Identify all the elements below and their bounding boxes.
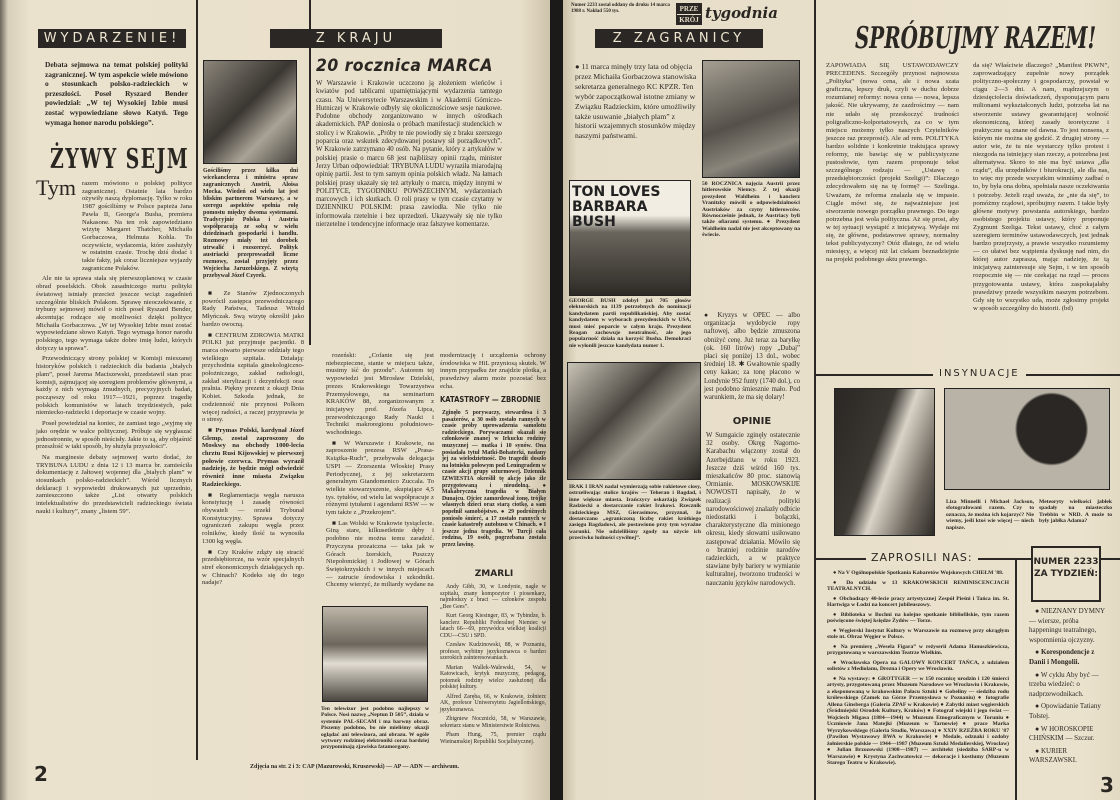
sprobujmy-column-2: da się? Właściwie dlaczego? „Manifest PKWN”, zaprowadzający zupełnie nowy porządek polityczno-społeczny i gospodarczy, powstał w ciągu 2—3 dni. A nam, mądrzejszym o dziesięciolecia doświadczeń, dysponującym paru milionami wykształconych ludzi, potrzeba lat na stworzenie ustawy gwarantującej wolność ekonomiczną, której zasady teoretyczne i praktyczne są znane od dawna. To jest nonsens, z którym nie można się godzić. Z drugiej strony — autor wie, że tu nie wystarczy tylko protest i niezgoda na istniejący stan rzeczy, a potrzebna jest alternatywa. Skoro to nie ma być ustawa „dla rządu”, dla urzędników i biurokracji, ale dla nas, to więc my przede wszystkim winniśmy zadbać o to, by była ona dobra, spełniała nasze oczekiwania i potrzeby. Jeżeli rząd uważa, że „nie da się”, to pomóżmy rządowi, spróbujmy razem. I takie były główne motywy powstania autorskiego, bardzo osobistego projektu ustawy, który proponuje Zygmunt Szeliga. Tekst ustawy, choć z całym szeregiem terminów ustawodawczych, jest jednak bardzo przejrzysty, a prawie wszystko rozumiemy — co ułatwi bez wątpienia dyskusję nad nim, do której autor zaprasza, mając nadzieję, że tą inicjatywą zainteresuje się Sejm, i w ten sposób rozpocznie się — nie czekając na rząd — proces przygotowania ustawy, która zaspokajałaby prawdziwy przede wszystkim naszym potrzebom. Gdy się to wszystko uda, może zgłosimy projekt w sposób szczególny do historii. (bd) <box>973 62 1109 312</box>
list-item: ● Korespondencje z Danii i Mongolii. <box>1029 648 1095 666</box>
paragraph: Ale nie ta sprawa stała się pierwszoplanową w czasie obrad poselskich. Obok zasadniczego nurtu polityki światowej istniały przecież jeszcze wciąż zagadnień szczególnie bliskich Polakom. Sprawę nieoczekiwanie, z trybuny sejmowej mówił o nich poseł Ryszard Bender, akcentując rodzące się możliwości dzięki polityce Michaiła Gorbaczowa. „W tej Wysokiej Izbie musi zostać wypowiedziane słowo Katyń. Tego wymaga honor narodu polskiego, tego wymaga także dobre imię ludzi, których dotyczy ta sprawa”. <box>36 275 192 352</box>
paragraph: ■ Czy Kraków zdąży się stracić przedsiębiorcze, na wzór specjalnych stref ekonomicznych działających np. w Chinach? Kodeks się do tego nadaje? <box>202 548 304 587</box>
paragraph: rozeński: „Cofanie się jest niebezpieczne, stanie w miejscu także, musimy iść do przodu”. Autorem tej wypowiedzi jest Mirosław Dzielski, prezes Krakowskiego Towarzystwa Przemysłowego, na seminarium KRAKÓW 88, zorganizowanym z inicjatywy prof. Józefa Lipca, przewodniczącego Rady Nauki i Techniki makroregionu południowo-wschodniego. <box>326 352 434 437</box>
rally-sign: TON LOVES BARBARA BUSH <box>572 184 661 230</box>
z-zagranicy-lead: ● 11 marca minęły trzy lata od objęcia przez Michaiła Gorbaczowa stanowiska sekretarza generalnego KC KPZR. Ten wybór zapoczątkował istotne zmiany w Związku Radzieckim, które umożliwiły także usuwanie „białych plam” z historii wzajemnych stosunków między naszymi państwami. <box>575 62 697 141</box>
iraq-caption: IRAK I IRAN nadal wymierzają sobie rakietowe ciosy, ostrzeliwując stolice krajów — Teheran i Bagdad, i inne większe miasta. Irańczycy oskarżają Związek Radziecki o dostarczanie rakiet Irakowi. Rzecznik radzieckiego MSZ, Gierasimow, przyznał, że dostarczano „ograniczoną liczbę rakiet krótkiego zasięgu Bagdadowi, ale postawiono przy tym wyraźne warunki. Nie udzieliliśmy zgody na użycie ich przeciwko ludności cywilnej”. <box>569 484 701 542</box>
list-item: Zbigniew Nocznicki, 58, w Warszawie, sekretarz stanu w Ministerstwie Rolnictwa. <box>440 716 546 729</box>
print-info: Numer 2233 został oddany do druku 14 marca 1988 r. Nakład 550 tys. <box>571 3 670 14</box>
zywy-sejm-body <box>36 175 192 758</box>
zaprosili-list <box>827 570 1009 780</box>
list-item: ● W cyklu Aby być — trzeba wiedzieć: o nadprzewodnikach. <box>1029 670 1099 698</box>
list-item: ● Na V Ogólnopolskie Spotkania Kabaretów Wojskowych CHEŁM '88. <box>833 570 1004 576</box>
z-kraju-column-3: modernizację i urządzenia ochrony środowiska w HiL przyniosą skutek. W innym przypadku żer znajdzie plotka, a prawdziwy alarm może pozostać bez echa. <box>440 352 546 390</box>
tv-caption: Ten telewizor jest podobno najlepszy w Polsce. Nosi nazwę „Neptun D 505”, działa w systemie PAL-SECAM i ma barwny obraz. Piszemy podobno, bo nie mieliśmy okazji oglądać ani telewizora, ani obrazu. W ogóle wytwory rodzimej elektroniki coraz bardziej przypominają zjawiska fatamorgany. <box>321 706 429 751</box>
list-item: ● Wrocławska Opera na GALOWY KONCERT TAŃCA, z udziałem solistów z Mediolanu, Drezna i Opery we Wrocławiu. <box>827 659 1009 672</box>
photo-meteorite-apples <box>944 388 1110 490</box>
photo-television <box>322 606 428 702</box>
section-header-z-zagranicy: Z ZAGRANICY <box>595 29 763 48</box>
article-title-marca: 20 rocznica MARCA <box>316 56 493 76</box>
section-header-insynuacje: INSYNUACJE <box>933 367 1026 380</box>
page-number: 2 <box>34 762 48 786</box>
drop-word: Tym <box>36 175 77 200</box>
page-number: 3 <box>1100 773 1114 797</box>
list-item: ● W HOROSKOPIE CHIŃSKIM — Szczur. <box>1029 724 1095 743</box>
heading-opinie: OPINIE <box>732 416 772 427</box>
meteorite-caption: Meteoryty wielkości jabłek spadały na miasteczko Trebbin w NRD. A może to były jabłka Adama? <box>1039 499 1112 525</box>
list-item: Pham Hung, 75, premier rządu Wietnamskiej Republiki Socjalistycznej. <box>440 732 546 745</box>
z-kraju-column-2 <box>326 352 434 589</box>
section-header-wydarzenie: WYDARZENIE! <box>38 29 186 48</box>
wydarzenie-lead: Debata sejmowa na temat polskiej polityki zagranicznej. W tym aspekcie wiele mówiono o stosunkach polsko-radzieckich w przeszłości. Poseł Ryszard Bender powiedział: „W tej Wysokiej Izbie musi zostać wypowiedziane słowo Katyń. Tego wymaga honor narodu polskiego”. <box>45 60 188 127</box>
photo-minnelli-jackson <box>834 388 935 536</box>
przekroj-logo: PRZE KRÓJ <box>676 3 702 25</box>
paragraph: ■ Reglamentacja węgla narusza konstytucję i zasadę równości obywateli — orzekł Trybunał Konstytucyjny. Sprawa dotyczy ograniczeń zakupu węgla przez rolników, kiedy ilość ta wynosiła 1300 kg węgla. <box>202 491 304 545</box>
heading-katastrofy: KATASTROFY — ZBRODNIE <box>440 395 541 404</box>
paragraph: ■ Las Wolski w Krakowie tysiąclecie. Giną stare, kilkusetletnie dęby i podobno nie można temu zaradzić. Przyczyna prozaiczna — taka jak w Górach Izerskich, Puszczy Niepołomickiej i Jodłowej w Górach Świętokrzyskich i w innych miejscach — zatrucie środowiska i szkodniki. Chcemy wierzyć, że miliardy wydane na <box>326 519 434 589</box>
photo-austria-anniversary <box>702 60 800 178</box>
paragraph: Poseł powiedział na koniec, że zamiast tego „wyjmę się jako orędzie w walce politycznej. Próbuje się wygłaszać jednostronnie, w sposób nieścisły. Jakie to są, aby objaśnić przeszłość w taki sposób, by służyła przyszłości”. <box>36 420 192 451</box>
article-title-sprobujmy-razem: SPRÓBUJMY RAZEM! <box>855 21 1097 56</box>
austria-caption: 50 ROCZNICA najęcia Austrii przez hitlerowskie Niemcy. Z tej okazji prezydent Waldheim i kanclerz Vranitzky mówili o odpowiedzialności Austriaków za czyny hitlerowców. Równocześnie jednak, że Austriacy byli także ofiarami systemu. ● Prezydent Waldheim nadal nie jest akceptowany na świecie. <box>702 181 800 239</box>
section-header-zaprosili-nas: ZAPROSILI NAS: <box>866 551 978 565</box>
list-item: ● Na wystawy: ● GROTTGER — w 150 rocznicę urodzin i 120 śmierci artysty, przygotowaną przez Muzeum Narodowe we Wrocławiu i Krakowie, a eksponowaną w krakowskim Pałacu Sztuki ● Gobeliny — siedziba rodu królewskiego (Zamek na Górze Przemysława w Poznaniu) ● fotografie Allena Ginsberga (Galeria ZPAF w Krakowie) ● Zabytki miast węgierskich (Śródmiejski Ośrodek Kultury, Kraków) ● Fotograf wiejski i jego świat — Wojciech Migasa (1884—1944) w Muzeum Etnograficznym w Toruniu ● Uczniowie Jana Matejki (Muzeum w Tarnowie) ● prace Marka Wyrzykowskiego (Galeria Studio, Warszawa) ● XXIV RZEŹBA ROKU '87 (Pawilon Wystawowy BWA w Krakowie) ● Medale, odznaki i ozdoby żołnierskie polskie — 1944—1987 (Muzeum Sztuki Medalierskiej, Wrocław) ● Julian Brzozowski (1908—1987) — architekt (siedziba SARP-u w Warszawie) ● Krystyna Zachwatowicz — dekoracje i kostiumy (Muzeum Starego Teatru w Krakowie). <box>827 675 1009 766</box>
photo-mock-meeting <box>203 60 297 164</box>
paragraph: razem mówiono o polskiej polityce zagranicznej. Ostatnie lata bardzo ożywiły naszą dyplomację. Tylko w roku 1987 gościliśmy w Polsce papieża Jana Pawła II, George'a Busha, premiera Nakasone. Na ten rok zapowiedziano wizytę Margaret Thatcher, Michaiła Gorbaczowa, Helmuta Kohla. To oczywiście, wydarzenia, które zasłużyły w ostatnim czasie. Trochę dziś dodać i takie fakty, jak coraz liczniejsze wyjazdy zagraniczne Polaków. <box>82 180 192 272</box>
marca-body: W Warszawie i Krakowie uczczono ją złożeniem wieńców i kwiatów pod tablicami upamiętniającymi wydarzenia tamtego czasu. Na Uniwersytecie Warszawskim i w Akademii Górniczo-Hutniczej w Krakowie odbyły się okolicznościowe sesje naukowe. Podobne obchody zorganizowano w innych ośrodkach akademickich. PAP doniosła o próbach manifestacji studenckich w stolicy i w Krakowie. „Próby te nie powiodły się z braku szerszego poparcia oraz wskutek zdecydowanej postawy sił porządkowych”. W Krakowie zatrzymano 40 osób. Na pytanie, który z artykułów w polskiej prasie o marcu 68 jest najbliższy opinii rządu, minister Jerzy Urban odpowiedział: TRYBUNA LUDU wyraziła miarodajną opinię partii. Jest to tym samym opinia polskich władz. Na łamach polskiej prasy ukazały się też artykuły o marcu, między innymi w POLITYCE, TYGODNIKU POWSZECHNYM, wydarzeniach marcowych i ich skutkach. O roli prasy w tym czasie czytamy w DZIENNIKU POLSKIM: prasa zawiodła. Nie tylko nie informowała rzetelnie i bez uprzedzeń. Ukazywały się nie tylko nierzetelne i tendencyjne informacje oraz fałszywe komentarze. <box>316 80 502 229</box>
paragraph: ■ Ze Stanów Zjednoczonych powrócił zastępca przewodniczącego Rady Państwa, Tadeusz Witold Młyńczak. Swą wizytę określił jako bardzo owocną. <box>202 290 304 328</box>
heading-zmarli: ZMARLI <box>474 569 514 579</box>
column-rule <box>196 0 198 760</box>
photo-bush-rally <box>569 180 691 296</box>
next-issue-list <box>1029 607 1109 769</box>
list-item: ● Na premierę „Wesela Figara” w reżyserii Adama Hanuszkiewicza, przygotowaną w warszawskim Teatrze Wielkim. <box>827 643 1009 656</box>
katastrofy-body: Zginęło 5 porywaczy, stewardesa i 3 pasażerów, a 30 osób zostało rannych w czasie próby uprowadzenia samolotu radzieckiego. Porywaczami okazali się członkowie znanej w Irkucku rodziny muzycznej — matka i 10 synów. Ona posiadała tytuł Matki-Bohaterki, nadany jej za wielodzietność. Do tragedii doszło na lotnisku polowym pod Leningradem w czasie akcji grupy szturmowej. Dziennik IZWIESTIA określił tę akcję jako źle przygotowaną i nieudolną. ● Makabryczna tragedia w Białym Dunajcu. Ojciec zamordował żonę, trójkę własnych dzieci oraz starą ciotkę, a sam popełnił samobójstwo. ● 29 podróżnych poniosło śmierć, a 17 zostało rannych w czasie katastrofy autobusu w Chinach. ● I jeszcze jedna tragedia. W Turcji cała rodzina, 19 osób, pogrzebana została przez lawinę. <box>442 410 546 548</box>
zmarli-list <box>440 584 546 759</box>
list-item: ● Węgierski Instytut Kultury w Warszawie na rozmowę przy okrągłym stole nt. Obraz Węgier w Polsce. <box>827 627 1009 640</box>
right-page <box>563 0 1120 800</box>
list-item: ● Do udziału w 13 KRAKOWSKICH REMINISCENCJACH TEATRALNYCH. <box>827 579 1009 592</box>
list-item: Kurt Georg Kiesinger, 83, w Tybindze, b. kanclerz Republiki Federalnej Niemiec w latach 66—69, przywódca wielkiej koalicji CDU—CSU i SPD. <box>440 613 546 639</box>
article-title-zywy-sejm: ŻYWY SEJM <box>50 144 190 175</box>
paragraph: ■ W Warszawie i Krakowie, na zaproszenie prezesa RSW „Prasa-Książka-Ruch”, przebywała delegacja USPI — Zrzeszenia Włoskiej Prasy Periodycznej, z jej sekretarzem generalnym Giandomenico Zuccala. To wielkie stowarzyszenie, skupiające 4,5 tys. tytułów, od wielu lat współpracuje z różnymi tytułami i agendami RSW — w tym także z „Przekrojem”. <box>326 439 434 517</box>
column-rule <box>814 0 816 800</box>
list-item: Alfred Zaręba, 66, w Krakowie, żołnierz AK, profesor Uniwersytetu Jagiellońskiego, językoznawca. <box>440 693 546 713</box>
tygodnia-logo-text: tygodnia <box>705 4 778 22</box>
list-item: Andy Gibb, 30, w Londynie, nagle w szpitalu, znany kompozytor i piosenkarz, najmłodszy z braci — członków zespołu „Bee Gees”. <box>440 584 546 610</box>
photo-iraq-iran <box>567 362 701 480</box>
column-rule <box>309 0 311 345</box>
bush-caption: GEORGE BUSH zdobył już 705 głosów elektorskich na 1139 potrzebnych do nominacji kandydatem partii republikańskiej. Aby zostać kandydatem w wyborach prezydenckich w USA, musi mieć poparcie w całym kraju. Prezydent Reagan zachowuje neutralność, ale jego popularność działa na korzyść Busha. Demokraci nie wyłonili jeszcze kandydata numer 1. <box>569 298 691 349</box>
opinie-body: W Sumgaicie zginęły ostatecznie 32 osoby. Okręg Nagorno-Karabachu włączony został do Azerbejdżanu w roku 1923. Jeszcze dziś wśród 160 tys. mieszkańców 80 proc. stanowią Ormianie. MOSKOWSKIJE NOWOSTI napisały, że w realizacji polityki narodowościowej znalazły odbicie niedostatki i bolączki, charakterystyczne dla minionego okresu, kiedy słowami usiłowano zastępować działania. Mówiło się o bratniej rodzinie narodów radzieckich, a w praktyce stawiane były bariery w wymianie kulturalnej, tworzono trudności w nauczaniu języków narodowych. <box>706 432 800 587</box>
z-zagranicy-column-2: ● Kryzys w OPEC — albo organizacja wydobycie ropy naftowej, albo będzie zmuszona obniżyć cenę. Już teraz za baryłkę (ok. 160 litrów) ropy „Dubaj” płaci się poniżej 13 dol., wobec średniej 18. ✱ Gwałtownie spadły ceny kakao; za tonę płacono w Londynie 952 funty (1740 dol.), co jest podobno śmiesznie mało. Pod warunkiem, że ma się dolary! <box>704 312 800 402</box>
paragraph: Na marginesie debaty sejmowej warto dodać, że TRYBUNA LUDU z dnia 12 i 13 marca br. zamieściła dokumentację z Jałtowej wojennej dla „białych plam” w stosunkach polsko-radzieckich”. Wśród licznych deklaracji i wypowiedzi drukowanych już uprzednio, zamieszczono także „List otwarty polskich intelektualistów do przedstawicieli radzieckiego świata nauki i kultury”, znany „listem 59”. <box>36 453 192 515</box>
photo-credits: Zdjęcia na str. 2 i 3: CAP (Mazurowski, Kruszewski) — AP — ADN — archiwum. <box>250 764 460 770</box>
list-item: Marian Wallek-Walewski, 54, w Katowicach, krytyk muzyczny, pedagog, potomek rodziny wielce zasłużonej dla polskiej kultury. <box>440 664 546 690</box>
paragraph: Przewodniczący strony polskiej w Komisji mieszanej historyków polskich i radzieckich dla badania „białych plam”, poseł Jarema Maciszewski, przedstawił stan prac komisji, zajmującej się szeregiem problemów głównymi, a każdy z nich wymaga żmudnych, precyzyjnych badań, począwszy od roku 1917—1921, poprzez tragedię polskich komunistów w latach trzydziestych, pakt niemiecko-radziecki i deportacje w czasie wojny. <box>36 355 192 417</box>
list-item: ● Obchodzący 40-lecie pracy artystycznej Zespół Pieśni i Tańca im. St. Hartwiga w Łodzi na koncert jubileuszowy. <box>827 595 1009 608</box>
z-kraju-column-1 <box>202 290 304 758</box>
list-item: ● Biblioteka w Bochni na kolejne spotkanie bibliofilskie, tym razem poświęcone świętej księdze Żydów — Torze. <box>827 611 1009 624</box>
column-rule <box>1015 558 1017 800</box>
list-item: ● Opowiadanie Tatiany Tołstej. <box>1029 702 1101 720</box>
photo-caption: Gościliśmy przez kilka dni wicekanclerza i ministra spraw zagranicznych Austrii, Aloisa Mocka. Wiedeń od wielu lat jest bliskim partnerem Warszawy, a w szeregu aspektów spełnia rolę pomostu między dwoma systemami. Tradycyjnie Polska i Austria współpracują ze sobą w wielu dziedzinach gospodarki i handlu. Rozmowy miały też dorobek utrwalić i rozszerzyć. Polityk austriacki przeprowadził liczne rozmowy, został przyjęty przez Wojciecha Jaruzelskiego. Z wizytą przebywał Józef Czyrek. <box>203 168 298 279</box>
left-page <box>0 0 550 800</box>
next-issue-box: NUMER 2233 ZA TYDZIEŃ: <box>1031 546 1101 602</box>
list-item: Czesław Kudzinowski, 88, w Poznaniu, profesor, wybitny językoznawca o bardzo szerokich zainteresowaniach. <box>440 642 546 661</box>
minnelli-caption: Liza Minnelli i Michael Jackson, sfotografowani razem. Czy to oznacza, że można ich kojarzyć? Nie wiemy, jeśli ktoś wie więcej — niech napisze. <box>946 499 1034 531</box>
paragraph: ■ Prymas Polski, kardynał Józef Glemp, został zaproszony do Moskwy na obchody 1000-lecia chrztu Rusi Kijowskiej w pierwszej połowie czerwca. Prymas wyraził nadzieję, że będzie mógł odwiedzić również inne miasta Związku Radzieckiego. <box>202 426 304 488</box>
paragraph: ■ CENTRUM ZDROWIA MATKI POLKI już przyjmuje pacjentki. 8 marca otwarto pierwsze oddziały tego wielkiego szpitala. Działają: przychodnia szpitala ginekologiczno-położniczego, zakład radiologii, zakład sterylizacji i dezynfekcji oraz pralnia. Piękny prezent z okazji Dnia Kobiet. Szkoda jednak, że codzienność nie przynosi Polkom więcej radości, a raczej przyprawia je o stresy. <box>202 331 304 424</box>
sprobujmy-column-1: ZAPOWIADA SIĘ USTAWODAWCZY PRECEDENS. Szczegóły przynosi najnowsza „Polityka” (nowa cena, ale i nowa szata graficzna, lepszy druk, czyli w duchu dobrze rozumianej reformy: nowa cena — nowa, lepsza jakość. Nie ukrywamy, że zazdrościmy — nam nie udało się przeskoczyć trudności poligraficzno-kolportażowych, za co w tym miejscu możemy tylko naszych Czytelników jeszcze raz przeprosić). Ale ad rem. POLITYKA bardzo solidnie i konkretnie traktująca sprawy reformy, nie bawiąc się w publicystyczne pustosłowie, tym razem proponuje tekst szczególnego rodzaju — „Ustawę o przedsiębiorczości (projekt Szeligi)”: Dlaczego zdecydowałem się na tę formę? — Szelinga. Uważam, że reforma znalazła się w impasie. Ciągle mówi się, że najważniejsze jest stworzenie nowego porządku prawnego. Do tego potrzebna jest wola polityczna. Aż się prosi, aby w tej sytuacji wystąpić z inicjatywą. Wydaje mi się, że główne, podstawowe sprawy, normalny tekst publicystyczny? Otóż dlatego, że od wielu miesięcy, a więcej niż lat ciekam beznadziejnie na projekt podobnego aktu prawnego. <box>826 62 959 264</box>
list-item: ● NIEZNANY DYMNY — wiersze, próba happeningu teatralnego, wspomnienia ojczyzny. <box>1029 607 1105 644</box>
list-item: ● KURIER WARSZAWSKI. <box>1029 746 1077 765</box>
section-header-z-kraju: Z KRAJU <box>270 29 442 48</box>
